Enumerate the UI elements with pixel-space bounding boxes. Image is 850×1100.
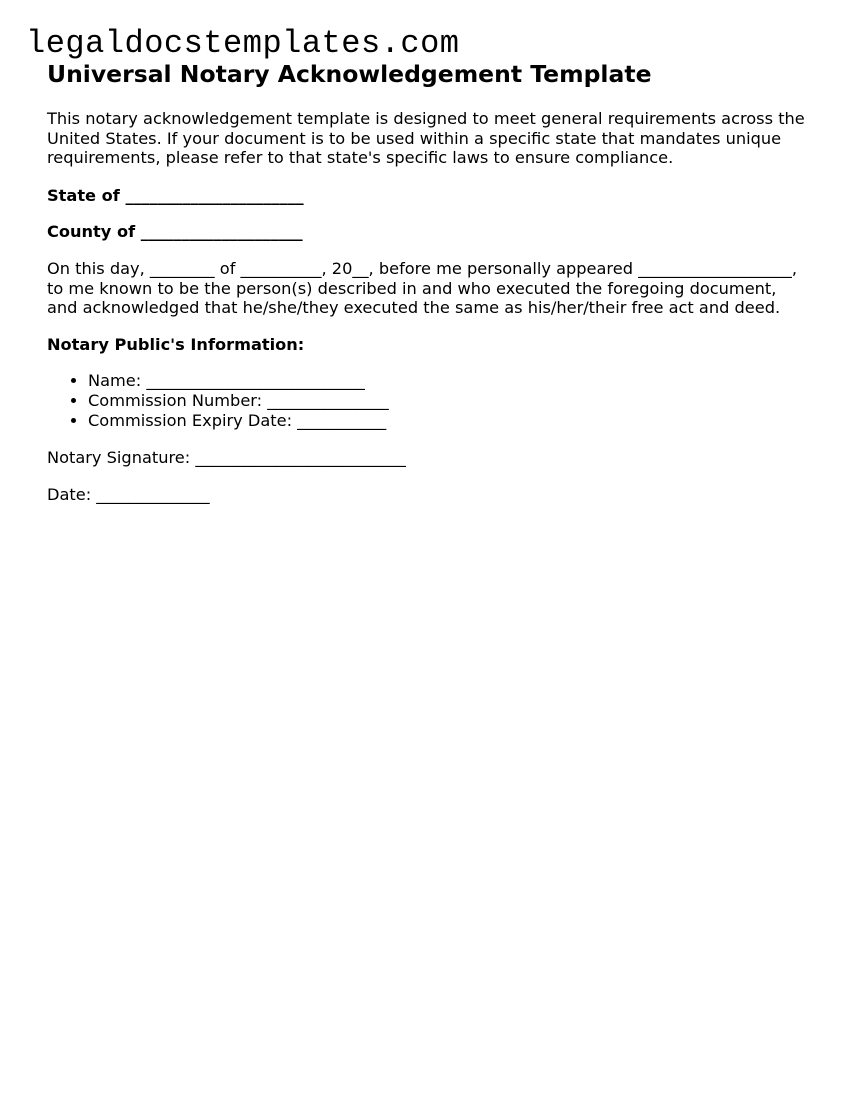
document-title: Universal Notary Acknowledgement Template (47, 60, 652, 88)
appearance-paragraph: On this day, ________ of __________, 20__, before me personally appeared ___________________, to me known to be the person(s) described in and who executed the foregoing document, and acknowledged that he/she/they executed the same as his/her/their free act and deed. (47, 258, 798, 318)
commission-expiry-item: • Commission Expiry Date: ___________ (88, 411, 807, 431)
notary-info-heading: Notary Public's Information: (47, 334, 305, 354)
notary-info-list (47, 371, 807, 431)
watermark-logo: legaldocstemplates.com (26, 25, 460, 62)
commission-number-item: • Commission Number: _______________ (88, 391, 807, 411)
date-line: Date: ______________ (47, 484, 210, 504)
notary-signature-line: Notary Signature: __________________________ (47, 448, 406, 468)
state-line: State of ______________________ (47, 185, 304, 205)
intro-paragraph: This notary acknowledgement template is designed to meet general requirements across the United States. If your document is to be used within a specific state that mandates unique requirements, please refer to that state's specific laws to ensure compliance. (47, 109, 805, 168)
document-body (47, 58, 807, 505)
county-line: County of ____________________ (47, 222, 303, 242)
notary-name-item: • Name: ___________________________ (88, 371, 807, 391)
